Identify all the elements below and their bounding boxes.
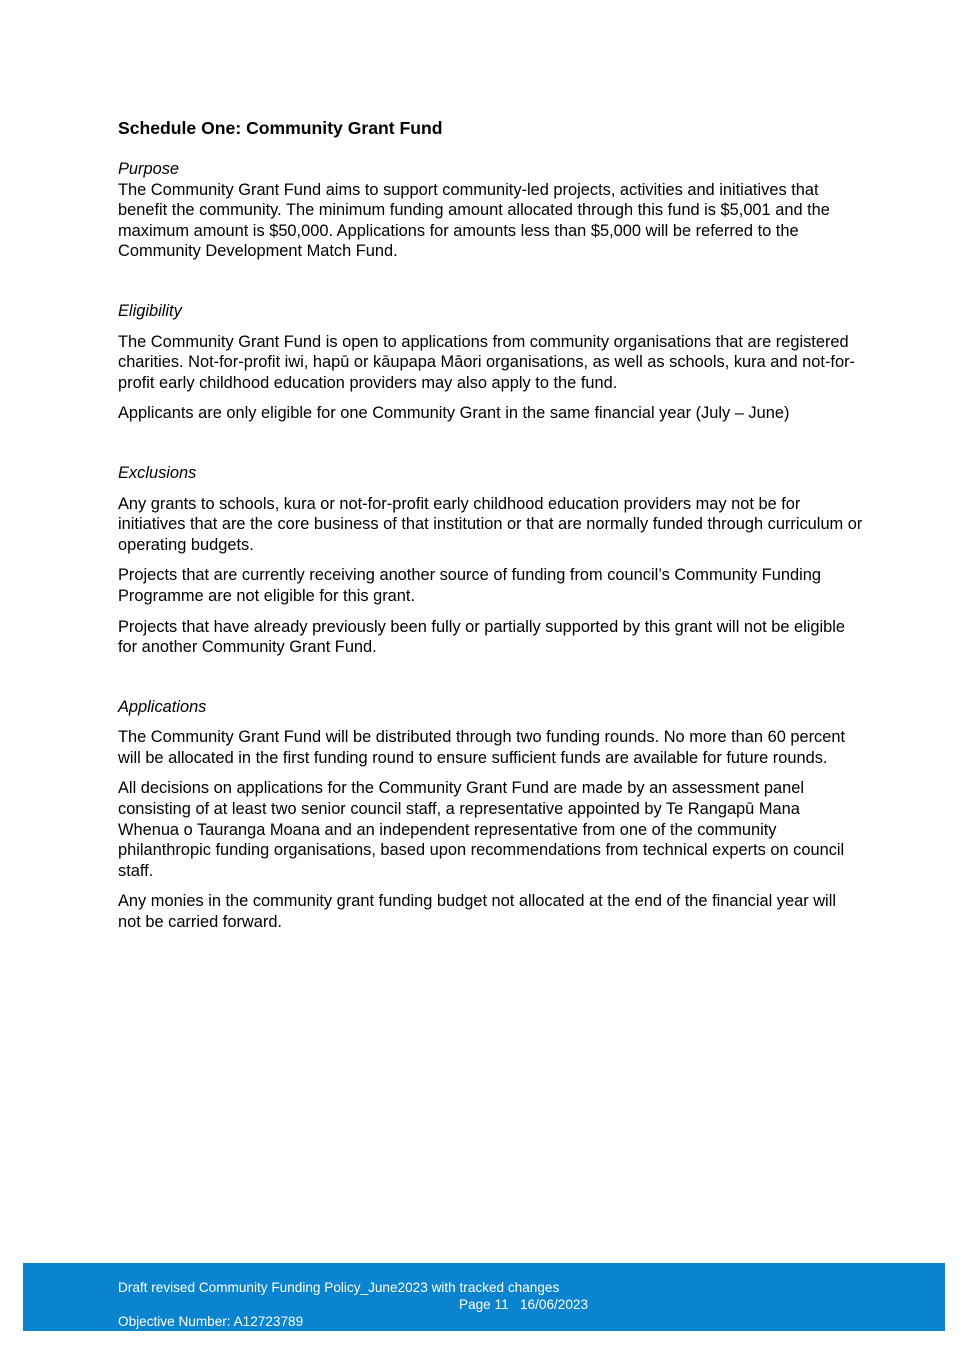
document-body — [118, 117, 863, 943]
page-footer — [23, 1263, 945, 1331]
section-heading-applications: Applications — [118, 697, 207, 716]
footer-page-info — [459, 1296, 588, 1313]
section-heading-exclusions: Exclusions — [118, 463, 197, 482]
footer-date: 16/06/2023 — [519, 1297, 589, 1312]
purpose-paragraph: The Community Grant Fund aims to support community-led projects, activities and initiatives that benefit the community. The minimum funding amount allocated through this fund is $5,001 and the maximum amount is $50,000. Applications for amounts less than $5,000 will be referred to the Community Development Match Fund. — [118, 180, 830, 261]
section-heading-eligibility: Eligibility — [118, 301, 182, 320]
exclusions-paragraph: Projects that have already previously been fully or partially supported by this grant will not be eligible for another Community Grant Fund. — [118, 617, 846, 657]
applications-paragraph: The Community Grant Fund will be distributed through two funding rounds. No more than 60 percent will be allocated in the first funding round to ensure sufficient funds are available for future rounds. — [118, 728, 846, 767]
applications-paragraph: Any monies in the community grant funding budget not allocated at the end of the financial year will not be carried forward. — [118, 892, 836, 932]
eligibility-paragraph: The Community Grant Fund is open to applications from community organisations that are registered charities. Not-for-profit iwi, hapū or kāupapa Māori organisations, as well as schools, kura and not-for-profit early childhood education providers may also apply to the fund. — [118, 332, 856, 392]
eligibility-paragraph: Applicants are only eligible for one Community Grant in the same financial year (July – June) — [118, 404, 790, 423]
applications-paragraph: All decisions on applications for the Community Grant Fund are made by an assessment panel consisting of at least two senior council staff, a representative appointed by Te Rangapū Mana Whenua o Tauranga Moana and an independent representative from one of the community philanthropic funding organisations, based upon recommendations from technical experts on council staff. — [118, 779, 845, 880]
exclusions-paragraph: Any grants to schools, kura or not-for-profit early childhood education providers may not be for initiatives that are the core business of that institution or that are normally funded through curriculum or operating budgets. — [118, 494, 863, 554]
footer-objective-number: Objective Number: A12723789 — [118, 1314, 304, 1329]
footer-document-name: Draft revised Community Funding Policy_June2023 with tracked changes — [118, 1280, 560, 1295]
footer-page-number: Page 11 — [459, 1297, 509, 1312]
exclusions-paragraph: Projects that are currently receiving another source of funding from council’s Community Funding Programme are not eligible for this grant. — [118, 566, 822, 605]
page-title: Schedule One: Community Grant Fund — [118, 118, 443, 138]
section-heading-purpose: Purpose — [118, 160, 180, 178]
